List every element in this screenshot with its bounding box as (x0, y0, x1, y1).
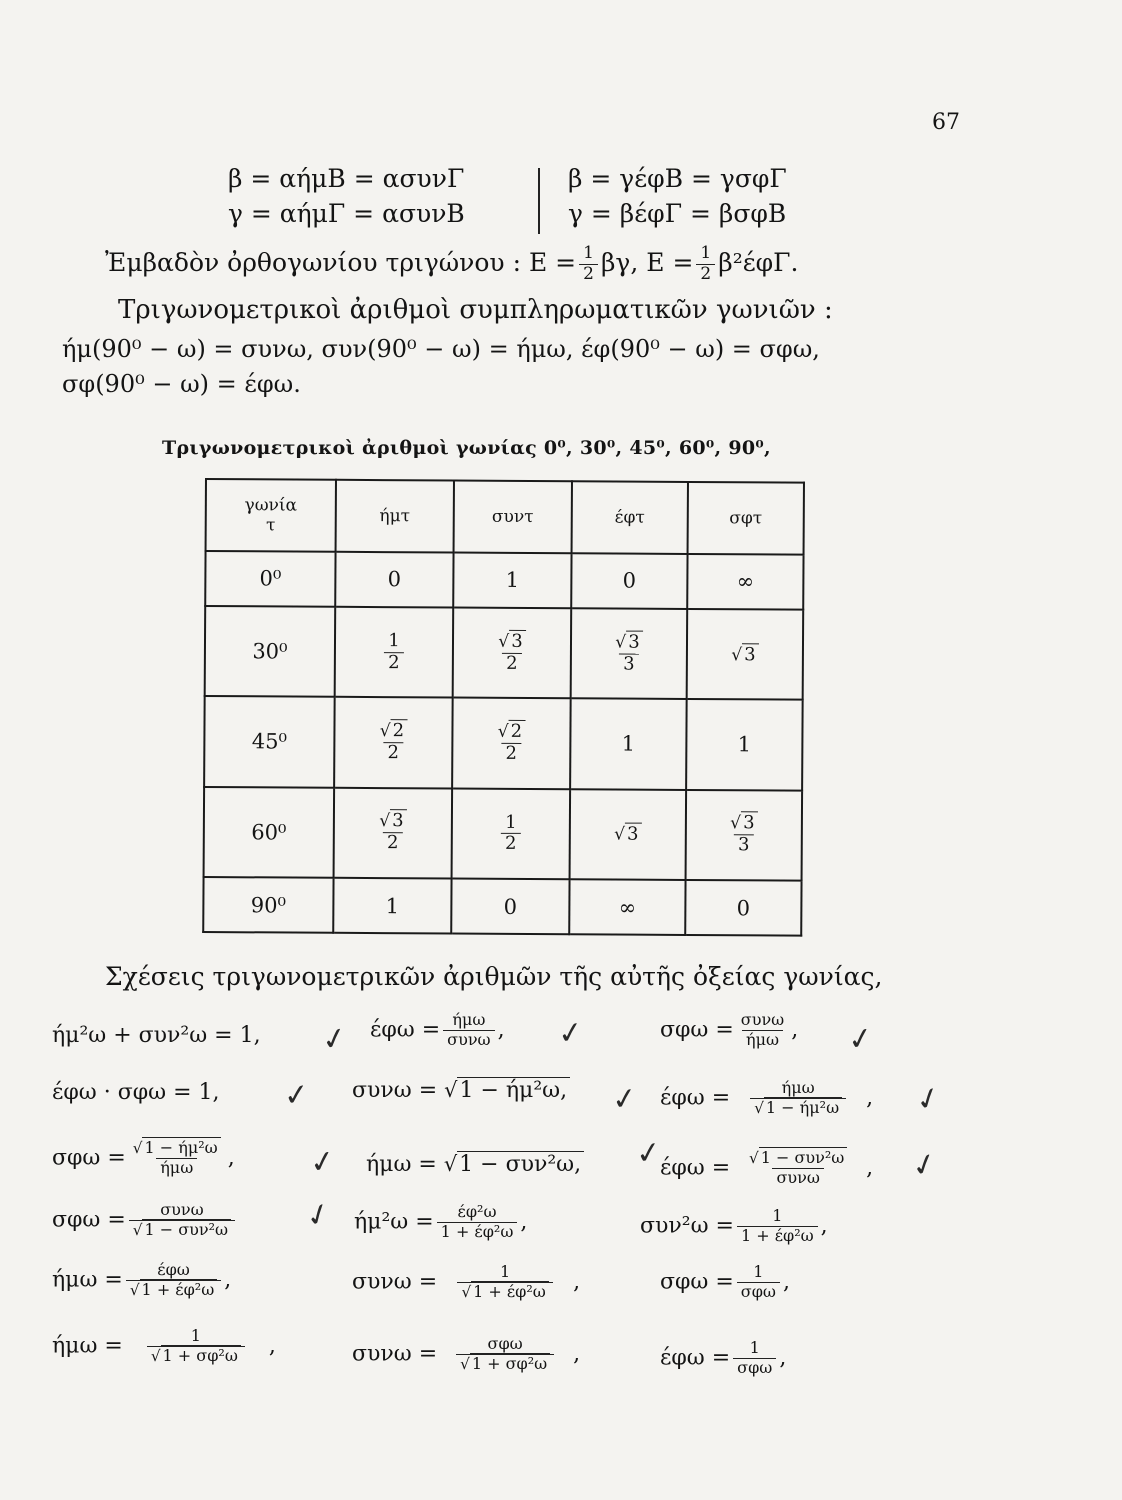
fraction (733, 1340, 776, 1377)
denominator: ήμω (156, 1158, 197, 1177)
fraction (375, 810, 411, 854)
area-e2-den: 2 (696, 264, 715, 284)
radicand: 3 (741, 812, 758, 834)
radicand: 3 (390, 810, 407, 832)
denominator: 3 (619, 653, 639, 674)
formula-cos-sq-from-tan: συν²ω = $\frac{1}{\text{1 + έφ²ω}}$ , (640, 1206, 828, 1245)
numerator: 1 (500, 1262, 511, 1281)
denominator: 2 (384, 652, 404, 673)
numerator: έφ²ω (457, 1202, 497, 1221)
numerator (129, 1140, 225, 1158)
radical-sign: √ (754, 1098, 764, 1117)
radicand: 2 (391, 719, 408, 741)
lhs: συν²ω = (640, 1213, 734, 1239)
table-row (205, 551, 803, 610)
radicand: 1 + σφ²ω (470, 1353, 550, 1373)
fraction (733, 1150, 863, 1187)
radicand: 1 − ήμ²ω (764, 1097, 842, 1117)
denominator: συνω (772, 1168, 823, 1187)
table-row (204, 787, 803, 881)
cell-cot: ∞ (687, 554, 803, 610)
denominator (457, 1282, 552, 1301)
header-tan: έφτ (572, 481, 688, 554)
lhs: σφω = (52, 1207, 126, 1233)
area-e2-fraction (696, 245, 715, 284)
cell-cot (686, 790, 803, 881)
formula-sin-sq-from-tan: ήμ²ω = $\frac{\text{έφ²ω}}{\text{1 + έφ²ω}}$ , (354, 1202, 528, 1241)
formula-cot-from-cos (52, 1202, 238, 1239)
cell-cot (687, 609, 804, 700)
page-number: 67 (932, 110, 960, 135)
denominator: 1 + έφ²ω (437, 1222, 518, 1241)
radical-sign: √ (129, 1280, 140, 1299)
formula-cot-ratio: σφω = $\frac{\text{συνω}}{\text{ήμω}}$ , (660, 1010, 799, 1049)
denominator: συνω (443, 1030, 494, 1049)
fraction (494, 632, 530, 673)
fraction (126, 1262, 221, 1299)
header-angle (206, 479, 336, 552)
denominator (129, 1220, 235, 1239)
cell-cos (452, 788, 571, 879)
fraction (494, 720, 530, 764)
radical-sign: √ (443, 1152, 458, 1176)
numerator: 1 (505, 811, 517, 833)
fraction (440, 1336, 570, 1373)
lhs: σφω = (660, 1269, 734, 1295)
check-mark-icon: ✓ (300, 1194, 337, 1237)
area-e1-fraction (579, 245, 598, 284)
fraction (726, 812, 762, 856)
radical-sign: √ (498, 631, 510, 652)
radical-sign: √ (379, 811, 391, 832)
formula-tan-from-cos: έφω = $\frac{\text{√ 1 − συν²ω}}{\text{συνω}}$ , (660, 1148, 874, 1187)
fraction (376, 722, 412, 763)
denominator: 2 (383, 833, 403, 854)
area-label: Ἐμβαδὸν ὀρθογωνίου τριγώνου : (105, 247, 522, 277)
fraction (737, 1264, 780, 1301)
lhs: ήμω = (52, 1267, 123, 1293)
denominator: ήμω (742, 1030, 783, 1049)
fraction (737, 1012, 788, 1049)
lhs: ήμω = (366, 1152, 437, 1177)
formula-cot-from-sin: σφω = $\frac{\text{√ 1 − ήμ²ω}}{\text{ήμω}}$ , (52, 1138, 235, 1177)
cell-cos: 0 (451, 879, 569, 935)
relations-heading: Σχέσεις τριγωνομετρικῶν ἀριθμῶν τῆς αὐτῆς ὀξείας γωνίας, (105, 962, 883, 991)
numerator: σφω (487, 1334, 523, 1353)
formula-tan-reciprocal: έφω = $\frac{1}{\text{σφω}}$ , (660, 1338, 787, 1377)
radicand: 3 (509, 630, 526, 652)
lhs: έφω = (660, 1345, 731, 1371)
radicand: 2 (509, 720, 526, 742)
formula-sin-from-cos (366, 1152, 584, 1177)
area-e2-lhs: Ε = (646, 247, 694, 277)
lhs: έφω = (660, 1085, 731, 1111)
radical-sign: √ (731, 644, 743, 665)
denominator (147, 1346, 245, 1365)
lhs: σφω = (52, 1145, 126, 1171)
formula-sin-from-tan: ήμω = $\frac{\text{έφω}}{\text{√ 1 + έφ²ω}}$ , (52, 1260, 232, 1299)
numerator (376, 722, 411, 742)
numerator (611, 633, 646, 653)
numerator: συνω (160, 1200, 204, 1219)
radicand: 1 − συν²ω, (457, 1151, 584, 1177)
fraction (611, 633, 647, 674)
table-title: Τριγωνομετρικοὶ ἀριθμοὶ γωνίας 0⁰, 30⁰, 45⁰, 60⁰, 90⁰, (162, 437, 771, 459)
formula-tan-ratio: έφω = $\frac{\text{ήμω}}{\text{συνω}}$ , (370, 1010, 505, 1049)
numerator (745, 1150, 851, 1168)
relation-right-2: γ = βέφΓ = βσφΒ (568, 199, 787, 228)
radicand: 1 − συν²ω (142, 1219, 231, 1239)
cell-sin (335, 607, 454, 698)
fraction (440, 1264, 570, 1301)
vertical-divider (538, 168, 540, 234)
numerator: συνω (740, 1010, 785, 1029)
lhs: συνω = (352, 1078, 438, 1103)
cell-tan: ∞ (569, 879, 685, 935)
check-mark-icon: ✓ (318, 1019, 351, 1060)
cell-tan (571, 608, 688, 699)
cell-tan: 0 (571, 553, 687, 609)
fraction (437, 1204, 518, 1241)
denominator: σφω (733, 1358, 776, 1377)
formula-tan-from-sin: έφω = $\frac{\text{ήμω}}{\text{√ 1 − ήμ²ω}}$ , (660, 1078, 874, 1117)
denominator (456, 1354, 554, 1373)
radical-sign: √ (615, 632, 627, 653)
radical-sign: √ (749, 1149, 759, 1167)
numerator: ήμω (781, 1078, 815, 1097)
check-mark-icon: ✓ (609, 1080, 640, 1119)
cell-sin (334, 787, 453, 878)
table-header-row (206, 479, 804, 555)
numerator: 1 (190, 1326, 201, 1345)
formula-cos-from-tan: συνω = $\frac{1}{\text{√ 1 + έφ²ω}}$ , (352, 1262, 581, 1301)
formula-cos-from-sin (352, 1078, 570, 1103)
cell-cot: 1 (686, 699, 803, 790)
fraction (501, 813, 521, 854)
check-mark-icon: ✓ (845, 1020, 876, 1059)
cell-cos (453, 607, 572, 698)
cell-angle: 45⁰ (204, 696, 335, 787)
radical-sign: √ (461, 1282, 472, 1301)
radicand: 3 (742, 643, 759, 665)
cell-sin (334, 697, 453, 788)
denominator: 2 (502, 652, 522, 673)
lhs: ήμ²ω = (354, 1209, 434, 1235)
numerator (375, 810, 410, 833)
cell-sin: 1 (333, 878, 451, 934)
lhs: έφω = (660, 1155, 731, 1181)
area-e2-rhs: β²έφΓ. (718, 247, 799, 277)
denominator (750, 1098, 846, 1117)
cell-cos (452, 698, 571, 789)
radicand: 1 − ήμ²ω (142, 1137, 220, 1157)
cell-angle: 30⁰ (205, 606, 336, 697)
formula-tan-cot-product: έφω · σφω = 1, (52, 1080, 220, 1105)
numerator: 1 (749, 1338, 760, 1357)
cell-tan: 1 (570, 699, 687, 790)
radical-sign: √ (132, 1220, 143, 1239)
radical-sign: √ (444, 1078, 458, 1102)
area-e1-num: 1 (583, 243, 594, 263)
table-row (205, 606, 804, 700)
fraction (733, 1080, 863, 1117)
complementary-heading: Τριγωνομετρικοὶ ἀριθμοὶ συμπληρωματικῶν γωνιῶν : (118, 295, 833, 325)
area-e1-lhs: Ε = (528, 247, 577, 277)
radical-sign: √ (150, 1346, 161, 1365)
denominator: 3 (734, 835, 754, 856)
denominator: σφω (737, 1282, 780, 1301)
denominator: 2 (501, 833, 521, 854)
formula-cot-reciprocal: σφω = $\frac{1}{\text{σφω}}$ , (660, 1262, 790, 1301)
cell-cot: 0 (685, 880, 801, 936)
radicand: 1 − συν²ω (759, 1147, 848, 1167)
radicand: 1 + σφ²ω (161, 1345, 241, 1365)
check-mark-icon: ✓ (633, 1134, 664, 1173)
denominator: 1 + έφ²ω (737, 1226, 818, 1245)
header-cot: σφτ (688, 482, 804, 555)
numerator (494, 720, 529, 743)
cell-angle: 0⁰ (205, 551, 335, 607)
complementary-line-1: ήμ(90⁰ − ω) = συνω, συν(90⁰ − ω) = ήμω, έφ(90⁰ − ω) = σφω, (62, 335, 820, 363)
radical-sign: √ (497, 721, 509, 742)
numerator: 1 (772, 1206, 783, 1225)
radical-sign: √ (132, 1139, 143, 1157)
area-e1-den: 2 (579, 264, 598, 284)
radicand: 1 + έφ²ω (471, 1281, 549, 1301)
relation-left-1: β = αήμΒ = ασυνΓ (228, 164, 465, 193)
radicand: 3 (626, 630, 643, 652)
numerator (494, 632, 529, 652)
numerator: έφω (157, 1260, 190, 1279)
lhs: συνω = (352, 1341, 438, 1367)
header-sin: ήμτ (336, 480, 454, 553)
check-mark-icon: ✓ (307, 1143, 338, 1182)
numerator: 1 (753, 1262, 764, 1281)
area-e2-num: 1 (700, 243, 712, 263)
table-row (204, 696, 803, 790)
lhs: ήμω = (52, 1333, 123, 1359)
area-formula (105, 245, 798, 284)
lhs: σφω = (660, 1017, 734, 1043)
fraction (384, 629, 404, 673)
lhs: έφω = (370, 1017, 441, 1043)
fraction (129, 1140, 225, 1177)
relation-left-2: γ = αήμΓ = ασυνΒ (228, 199, 465, 228)
radical-sign: √ (614, 824, 626, 845)
header-cos: συντ (454, 481, 572, 554)
table-row (203, 877, 801, 936)
check-mark-icon: ✓ (282, 1076, 311, 1115)
radicand: 1 − ήμ²ω, (457, 1077, 570, 1103)
cell-sin: 0 (335, 552, 453, 608)
trig-values-table (202, 478, 805, 937)
numerator: ήμω (452, 1010, 486, 1029)
fraction (129, 1202, 235, 1239)
formula-sin-from-cot: ήμω = $\frac{1}{\text{√ 1 + σφ²ω}}$ , (52, 1326, 276, 1365)
denominator: 2 (502, 743, 522, 764)
formula-cos-from-cot: συνω = $\frac{\text{σφω}}{\text{√ 1 + σφ²ω}}$ , (352, 1334, 581, 1373)
fraction (126, 1328, 266, 1365)
lhs: συνω = (352, 1269, 438, 1295)
cell-angle: 90⁰ (203, 877, 333, 933)
header-angle-word: γωνία (244, 495, 298, 516)
radical-sign: √ (460, 1354, 470, 1373)
radical-sign: √ (379, 721, 391, 742)
fraction (443, 1012, 494, 1049)
radicand: 3 (625, 823, 642, 845)
numerator (726, 812, 761, 835)
header-angle-symbol: τ (265, 515, 276, 536)
relation-right-1: β = γέφΒ = γσφΓ (568, 164, 787, 193)
fraction (737, 1208, 818, 1245)
radical-sign: √ (730, 813, 742, 834)
formula-sum-squares: ήμ²ω + συν²ω = 1, (52, 1023, 261, 1048)
radicand: 1 + έφ²ω (140, 1279, 218, 1299)
check-mark-icon: ✓ (911, 1078, 946, 1121)
denominator (126, 1280, 221, 1299)
complementary-line-2: σφ(90⁰ − ω) = έφω. (62, 370, 301, 398)
denominator: 2 (384, 742, 404, 763)
cell-tan (570, 789, 687, 880)
cell-cos: 1 (453, 553, 571, 609)
area-e1-rhs: βγ, (600, 247, 639, 277)
check-mark-icon: ✓ (555, 1014, 586, 1053)
numerator: 1 (388, 629, 400, 651)
check-mark-icon: ✓ (907, 1145, 942, 1186)
cell-angle: 60⁰ (204, 787, 335, 878)
